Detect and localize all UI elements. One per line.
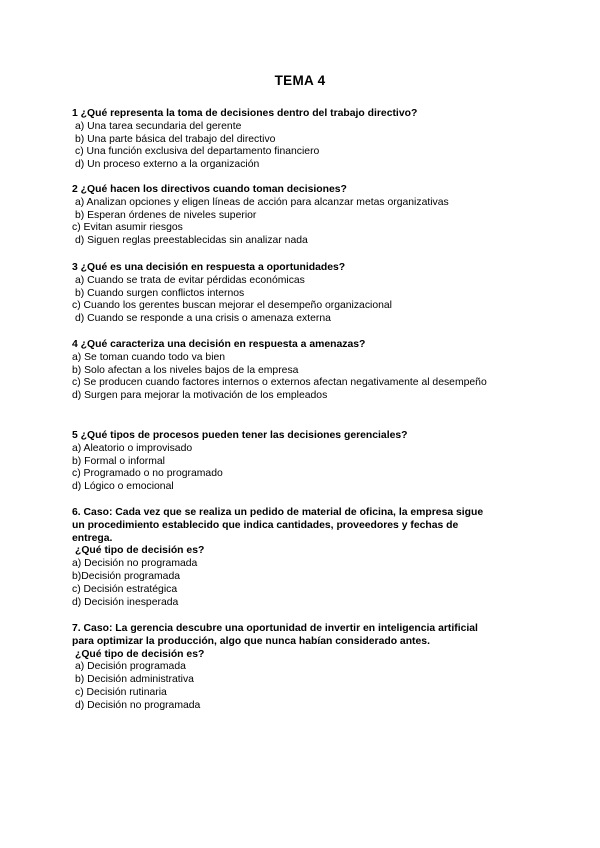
question-stem-line-1: 6. Caso: Cada vez que se realiza un pedido de material de oficina, la empresa sigue [72, 507, 484, 518]
question-stem-line-1: 7. Caso: La gerencia descubre una oportunidad de invertir en inteligencia artificial [72, 623, 478, 634]
option-b: b) Solo afectan a los niveles bajos de la empresa [72, 364, 299, 376]
question-stem: 2 ¿Qué hacen los directivos cuando toman decisiones? [72, 184, 347, 195]
option-a: a) Aleatorio o improvisado [72, 442, 193, 454]
option-d: d) Un proceso externo a la organización [75, 159, 260, 171]
option-c: c) Evitan asumir riesgos [72, 222, 183, 234]
option-b: b) Una parte básica del trabajo del directivo [75, 133, 276, 145]
option-d: d) Surgen para mejorar la motivación de los empleados [72, 390, 328, 402]
question-stem: 3 ¿Qué es una decisión en respuesta a oportunidades? [72, 262, 346, 273]
question-stem: 5 ¿Qué tipos de procesos pueden tener las decisiones gerenciales? [72, 430, 408, 441]
option-c: c) Decisión estratégica [72, 583, 178, 595]
option-a: a) Cuando se trata de evitar pérdidas económicas [75, 274, 305, 286]
question-stem-line-2: para optimizar la producción, algo que nunca habían considerado antes. [72, 635, 430, 647]
page-title: TEMA 4 [274, 73, 326, 88]
question-stem: 1 ¿Qué representa la toma de decisiones dentro del trabajo directivo? [72, 108, 418, 119]
option-d: d) Siguen reglas preestablecidas sin analizar nada [75, 235, 308, 247]
question-6 [72, 507, 532, 609]
question-1 [72, 108, 532, 172]
option-d: d) Decisión no programada [75, 699, 201, 711]
option-b: b) Esperan órdenes de niveles superior [75, 209, 257, 221]
option-b: b)Decisión programada [72, 570, 181, 582]
option-a: a) Una tarea secundaria del gerente [75, 120, 242, 132]
question-2 [72, 184, 532, 248]
question-3 [72, 262, 532, 326]
option-c: c) Programado o no programado [72, 468, 223, 480]
option-c: c) Cuando los gerentes buscan mejorar el desempeño organizacional [72, 300, 392, 312]
option-a: a) Analizan opciones y eligen líneas de acción para alcanzar metas organizativas [75, 196, 449, 208]
option-b: b) Decisión administrativa [75, 674, 194, 686]
option-c: c) Una función exclusiva del departamento financiero [75, 146, 320, 158]
option-d: d) Decisión inesperada [72, 596, 179, 608]
question-stem: 4 ¿Qué caracteriza una decisión en respuesta a amenazas? [72, 339, 366, 350]
option-d: d) Cuando se responde a una crisis o amenaza externa [75, 313, 331, 325]
option-a: a) Decisión no programada [72, 558, 198, 570]
question-7 [72, 623, 532, 713]
question-stem-line-3: entrega. [72, 532, 113, 544]
option-a: a) Decisión programada [75, 661, 186, 673]
option-d: d) Lógico o emocional [72, 481, 174, 493]
question-4 [72, 339, 532, 403]
question-subprompt: ¿Qué tipo de decisión es? [75, 545, 205, 557]
option-a: a) Se toman cuando todo va bien [72, 351, 226, 363]
option-c: c) Se producen cuando factores internos o externos afectan negativamente al desempeño [72, 377, 487, 389]
question-subprompt: ¿Qué tipo de decisión es? [75, 648, 205, 660]
option-b: b) Formal o informal [72, 455, 165, 467]
question-5 [72, 430, 532, 494]
option-c: c) Decisión rutinaria [75, 686, 167, 698]
question-stem-line-2: un procedimiento establecido que indica cantidades, proveedores y fechas de [72, 519, 459, 531]
option-b: b) Cuando surgen conflictos internos [75, 287, 245, 299]
